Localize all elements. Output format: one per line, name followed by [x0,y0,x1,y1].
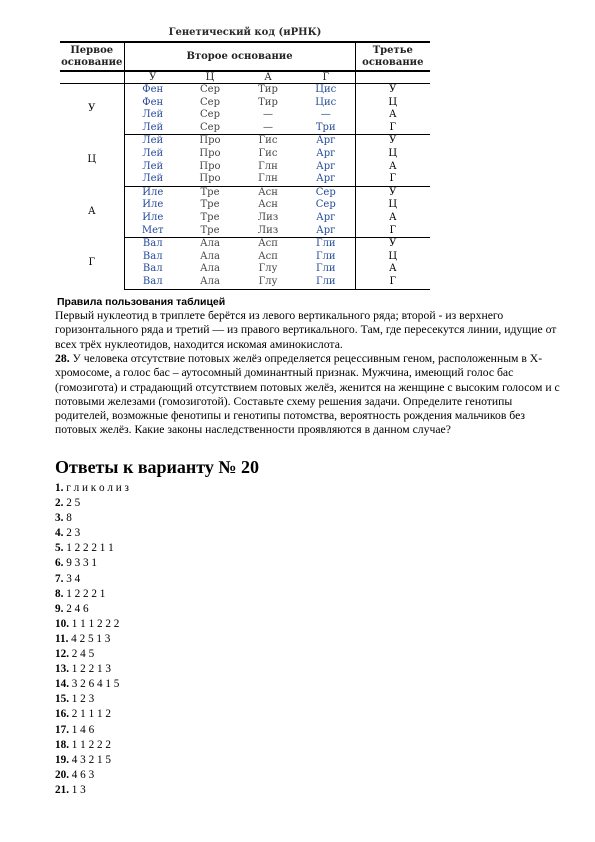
first-base-cell: А [60,186,124,237]
amino-acid-cell: Глн [258,160,278,172]
answer-item [55,768,129,783]
codon-row [60,238,430,251]
answer-item [55,602,129,617]
answer-number: 18. [55,738,69,751]
third-base-cell: А [355,161,430,174]
amino-acid-cell: Вал [142,238,163,250]
answers-title: Ответы к варианту № 20 [55,457,259,477]
answer-item [55,753,129,768]
answer-number: 13. [55,663,69,676]
answer-value: 2 1 1 1 2 [71,708,111,721]
answer-number: 20. [55,768,69,781]
third-base-cell: Г [355,225,430,238]
header-third-base: Третье основание [355,42,430,71]
third-base-cell: Ц [355,97,430,110]
amino-acid-cell: Гли [315,250,336,262]
answer-number: 16. [55,708,69,721]
amino-acid-cell: Ала [200,250,220,262]
answer-value: 1 2 2 1 3 [71,663,111,676]
amino-acid-cell: Тре [200,211,220,223]
third-base-cell: У [355,186,430,199]
amino-acid-cell: Тре [200,186,220,198]
amino-acid-cell: Фен [142,84,164,95]
answer-item [55,723,129,738]
answers-list [55,481,129,798]
second-base-label: Ц [181,71,239,84]
amino-acid-cell: Лей [142,147,164,159]
answer-item [55,617,129,632]
third-base-cell: Ц [355,148,430,161]
third-base-cell: А [355,109,430,122]
first-base-cell: Г [60,238,124,289]
answer-item [55,632,129,647]
amino-acid-cell: Арг [316,135,336,147]
answer-value: 2 5 [66,497,81,510]
third-base-cell: Ц [355,199,430,212]
answer-value: 2 3 [66,527,81,540]
answer-value: 3 2 6 4 1 5 [71,678,120,691]
amino-acid-cell: Иле [142,199,164,211]
amino-acid-cell: Гли [315,263,336,275]
amino-acid-cell: Асн [258,199,278,211]
answer-number: 9. [55,602,64,615]
task-number: 28. [55,352,70,365]
answer-item [55,707,129,722]
first-base-cell: У [60,84,124,135]
answer-item [55,556,129,571]
answer-number: 17. [55,723,69,736]
amino-acid-cell: Асп [258,238,278,250]
answer-item [55,587,129,602]
amino-acid-cell: Иле [142,211,164,223]
amino-acid-cell: Лей [124,173,181,186]
amino-acid-cell: Сер [315,199,336,211]
answer-item [55,738,129,753]
answer-value: 1 1 2 2 2 [71,738,111,751]
amino-acid-cell: Иле [142,186,164,198]
amino-acid-cell: Гис [258,147,278,159]
amino-acid-cell: Глу [239,276,297,289]
amino-acid-cell: Арг [316,211,336,223]
third-base-cell: У [355,135,430,148]
amino-acid-cell: Три [297,122,355,135]
amino-acid-cell: Тир [258,84,278,95]
amino-acid-cell: Вал [124,276,181,289]
answer-item [55,677,129,692]
answer-number: 10. [55,617,69,630]
amino-acid-cell: Сер [200,84,220,95]
answer-item [55,496,129,511]
amino-acid-cell: Арг [316,147,336,159]
answer-value: 1 4 6 [71,723,95,736]
answer-number: 2. [55,497,64,510]
answer-item [55,511,129,526]
amino-acid-cell: Гли [297,276,355,289]
amino-acid-cell: Сер [181,122,239,135]
amino-acid-cell: Цис [315,84,337,95]
amino-acid-cell: Ала [200,263,220,275]
answer-number: 14. [55,678,69,691]
answer-value: 1 2 2 2 1 [66,587,106,600]
answer-number: 7. [55,572,64,585]
answer-item [55,541,129,556]
answer-number: 6. [55,557,64,570]
answer-number: 19. [55,753,69,766]
amino-acid-cell: Асн [258,186,278,198]
answer-number: 11. [55,632,69,645]
amino-acid-cell: Мет [124,225,181,238]
third-base-cell: А [355,263,430,276]
answer-item [55,662,129,677]
answer-number: 3. [55,512,64,525]
amino-acid-cell: Глу [258,263,278,275]
answer-value: 4 2 5 1 3 [71,632,111,645]
amino-acid-cell: Лиз [239,225,297,238]
amino-acid-cell: Гли [315,238,336,250]
answer-number: 1. [55,482,64,494]
second-base-row [60,71,430,84]
codon-row [60,135,430,148]
amino-acid-cell: Сер [200,96,220,108]
answer-item [55,692,129,707]
answer-value: 4 3 2 1 5 [71,753,111,766]
rules-title: Правила пользования таблицей [57,296,226,308]
amino-acid-cell: — [263,109,273,121]
amino-acid-cell: Тре [200,199,220,211]
amino-acid-cell: Гис [258,135,278,147]
answer-item [55,481,129,496]
amino-acid-cell: Лей [142,135,164,147]
amino-acid-cell: Асп [258,250,278,262]
genetic-code-table [60,41,430,290]
answer-number: 5. [55,542,64,555]
answer-number: 4. [55,527,64,540]
answer-item [55,647,129,662]
second-base-label: У [124,71,181,84]
answer-item [55,783,129,798]
task-28 [55,352,563,438]
answer-number: 21. [55,783,69,796]
header-second-base: Второе основание [124,42,355,71]
amino-acid-cell: Лей [124,122,181,135]
amino-acid-cell: Лей [142,109,164,121]
amino-acid-cell: — [239,122,297,135]
answer-value: 1 2 3 [71,693,95,706]
amino-acid-cell: Арг [297,225,355,238]
third-base-cell: У [355,238,430,251]
third-base-cell: А [355,212,430,225]
amino-acid-cell: Сер [315,186,336,198]
first-base-cell: Ц [60,135,124,186]
answer-value: 2 4 6 [66,602,89,615]
third-base-cell: У [355,84,430,97]
amino-acid-cell: Тре [181,225,239,238]
amino-acid-cell: Арг [316,160,336,172]
answer-number: 8. [55,587,64,600]
genetic-code-body [60,84,430,290]
answer-value: 3 4 [66,572,81,585]
amino-acid-cell: Лиз [257,211,279,223]
codon-row [60,84,430,97]
amino-acid-cell: Сер [200,109,220,121]
answer-number: 12. [55,648,69,661]
amino-acid-cell: Глн [239,173,297,186]
third-base-cell: Г [355,276,430,289]
amino-acid-cell: Ала [181,276,239,289]
third-base-cell: Г [355,173,430,186]
answer-value: г л и к о л и з [66,482,129,494]
amino-acid-cell: Лей [142,160,164,172]
header-first-base: Первое основание [60,42,124,71]
third-base-cell: Ц [355,251,430,264]
answer-value: 1 3 [71,783,86,796]
amino-acid-cell: — [320,109,331,121]
amino-acid-cell: Тир [258,96,278,108]
codon-row [60,186,430,199]
amino-acid-cell: Про [199,147,221,159]
amino-acid-cell: Ала [200,238,220,250]
rules-text: Первый нуклеотид в триплете берётся из левого вертикального ряда; второй - из верхнего горизонтального ряда и третий — из правого вертикального. Там, где пересекутся линии, идущие от всех трёх нуклеотидов, находится искомая аминокислота. [55,309,557,351]
answer-value: 4 6 3 [71,768,95,781]
amino-acid-cell: Вал [142,263,163,275]
genetic-code-title: Генетический код (иРНК) [168,27,322,38]
second-base-label: Г [297,71,355,84]
answer-value: 1 2 2 2 1 1 [66,542,114,555]
second-base-label: А [239,71,297,84]
answer-value: 1 1 1 2 2 2 [71,617,120,630]
answer-item [55,572,129,587]
answer-item [55,526,129,541]
amino-acid-cell: Фен [142,96,164,108]
amino-acid-cell: Про [199,135,221,147]
amino-acid-cell: Про [199,160,221,172]
amino-acid-cell: Про [181,173,239,186]
amino-acid-cell: Цис [315,96,337,108]
third-base-cell: Г [355,122,430,135]
answer-value: 8 [66,512,72,525]
answer-value: 2 4 5 [71,648,95,661]
amino-acid-cell: Арг [297,173,355,186]
task-text: У человека отсутствие потовых желёз определяется рецессивным геном, расположенным в X-хромосоме, а голос бас – аутосомный доминантный признак. Мужчина, имеющий голос бас (гомозигота) и страдающий отсутствием потовых желёз, женится на женщине с высоким голосом и с потовыми железами (гомозиготой). Составьте схему решения задачи. Определите генотипы родителей, возможные фенотипы и генотипы потомства, вероятность рождения мальчиков без потовых желёз. Какие законы наследственности проявляются в данном случае? [55,352,560,437]
amino-acid-cell: Вал [142,250,163,262]
answer-value: 9 3 3 1 [66,557,97,570]
answer-number: 15. [55,693,69,706]
